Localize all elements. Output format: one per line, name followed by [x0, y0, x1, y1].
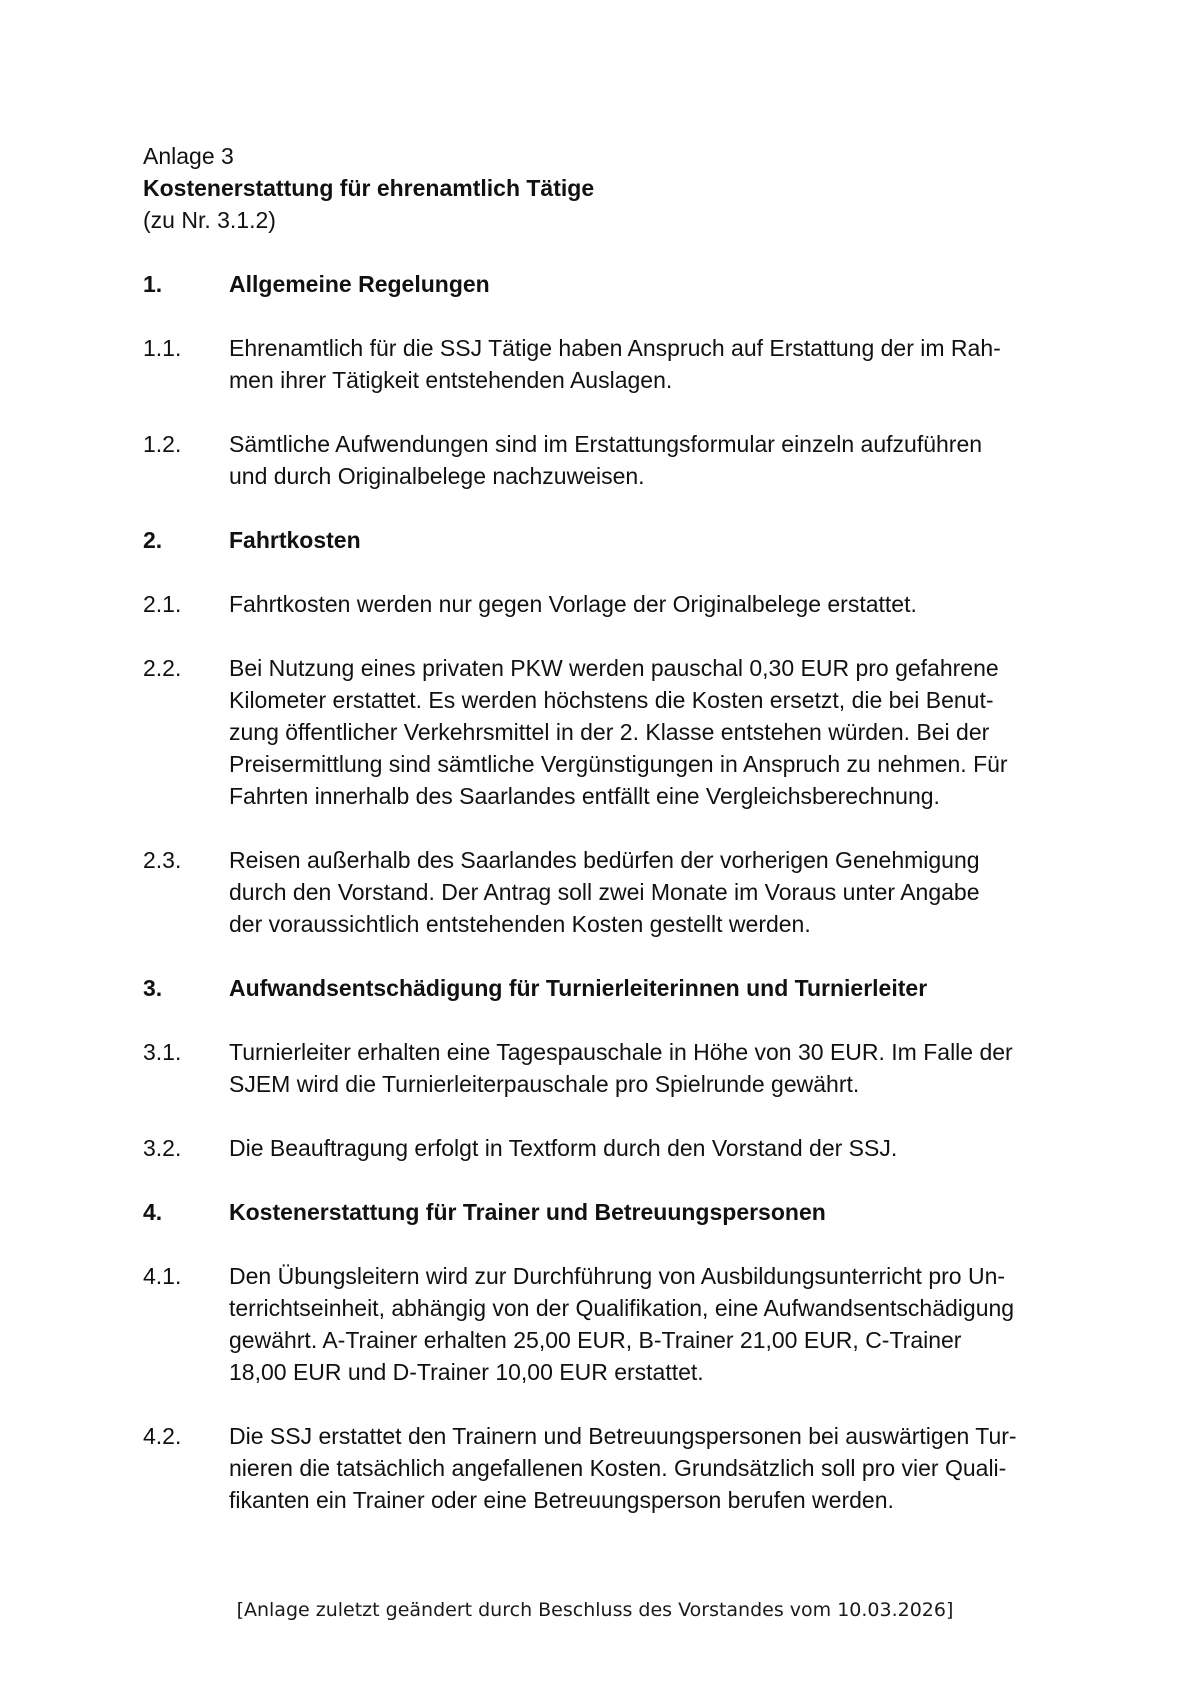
section-paragraph: [143, 332, 1063, 396]
document-page: [143, 140, 1063, 1516]
section-number: 4.: [143, 1199, 163, 1225]
section-text: Turnierleiter erhalten eine Tagespauschale in Höhe von 30 EUR. Im Falle der SJEM wird die Turnierleiterpauschale pro Spielrunde gewährt.: [229, 1039, 1013, 1097]
sections-list: [143, 268, 1063, 1516]
section-text: Fahrtkosten: [229, 527, 361, 553]
section-number: 2.3.: [143, 847, 182, 873]
section-paragraph: [143, 428, 1063, 492]
section-heading: [143, 268, 1063, 300]
reference-note: (zu Nr. 3.1.2): [143, 207, 276, 233]
document-title: Kostenerstattung für ehrenamtlich Tätige: [143, 175, 595, 201]
section-number: 2.: [143, 527, 163, 553]
section-paragraph: [143, 1036, 1063, 1100]
section-number: 2.1.: [143, 591, 182, 617]
annex-label: Anlage 3: [143, 143, 234, 169]
section-number: 1.1.: [143, 335, 182, 361]
section-text: Kostenerstattung für Trainer und Betreuungspersonen: [229, 1199, 826, 1225]
section-paragraph: [143, 652, 1063, 812]
section-number: 4.1.: [143, 1263, 182, 1289]
section-text: Die Beauftragung erfolgt in Textform durch den Vorstand der SSJ.: [229, 1135, 898, 1161]
section-text: Reisen außerhalb des Saarlandes bedürfen der vorherigen Genehmigung durch den Vorstand. Der Antrag soll zwei Monate im Voraus unter Angabe der voraussichtlich entstehenden Kosten gestellt werden.: [229, 847, 980, 937]
section-heading: [143, 524, 1063, 556]
section-number: 1.2.: [143, 431, 182, 457]
section-text: Aufwandsentschädigung für Turnierleiterinnen und Turnierleiter: [229, 975, 928, 1001]
section-number: 2.2.: [143, 655, 182, 681]
section-number: 4.2.: [143, 1423, 182, 1449]
section-text: Fahrtkosten werden nur gegen Vorlage der Originalbelege erstattet.: [229, 591, 917, 617]
section-number: 3.2.: [143, 1135, 182, 1161]
section-number: 1.: [143, 271, 163, 297]
section-text: Den Übungsleitern wird zur Durchführung von Ausbildungsunterricht pro Un- terrichtseinheit, abhängig von der Qualifikation, eine Aufwandsentschädigung gewährt. A-Trainer erhalten 25,00 EUR, B-Trainer 21,00 EUR, C-Trainer 18,00 EUR und D-Trainer 10,00 EUR erstattet.: [229, 1263, 1015, 1385]
section-paragraph: [143, 1132, 1063, 1164]
section-text: Ehrenamtlich für die SSJ Tätige haben Anspruch auf Erstattung der im Rah- men ihrer Tätigkeit entstehenden Auslagen.: [229, 335, 1001, 393]
section-heading: [143, 1196, 1063, 1228]
section-paragraph: [143, 844, 1063, 940]
section-heading: [143, 972, 1063, 1004]
footer-note: [Anlage zuletzt geändert durch Beschluss des Vorstandes vom 10.03.2026]: [236, 1599, 954, 1621]
section-paragraph: [143, 1420, 1063, 1516]
section-text: Die SSJ erstattet den Trainern und Betreuungspersonen bei auswärtigen Tur- nieren die tatsächlich angefallenen Kosten. Grundsätzlich soll pro vier Quali- fikanten ein Trainer oder eine Betreuungsperson berufen werden.: [229, 1423, 1017, 1513]
section-paragraph: [143, 1260, 1063, 1388]
section-text: Sämtliche Aufwendungen sind im Erstattungsformular einzeln aufzuführen und durch Originalbelege nachzuweisen.: [229, 431, 983, 489]
section-number: 3.: [143, 975, 163, 1001]
section-paragraph: [143, 588, 1063, 620]
section-text: Bei Nutzung eines privaten PKW werden pauschal 0,30 EUR pro gefahrene Kilometer erstattet. Es werden höchstens die Kosten ersetzt, die bei Benut- zung öffentlicher Verkehrsmittel in der 2. Klasse entstehen würden. Bei der Preisermittlung sind sämtliche Vergünstigungen in Anspruch zu nehmen. Für Fahrten innerhalb des Saarlandes entfällt eine Vergleichsberechnung.: [229, 655, 1008, 809]
section-text: Allgemeine Regelungen: [229, 271, 490, 297]
section-number: 3.1.: [143, 1039, 182, 1065]
